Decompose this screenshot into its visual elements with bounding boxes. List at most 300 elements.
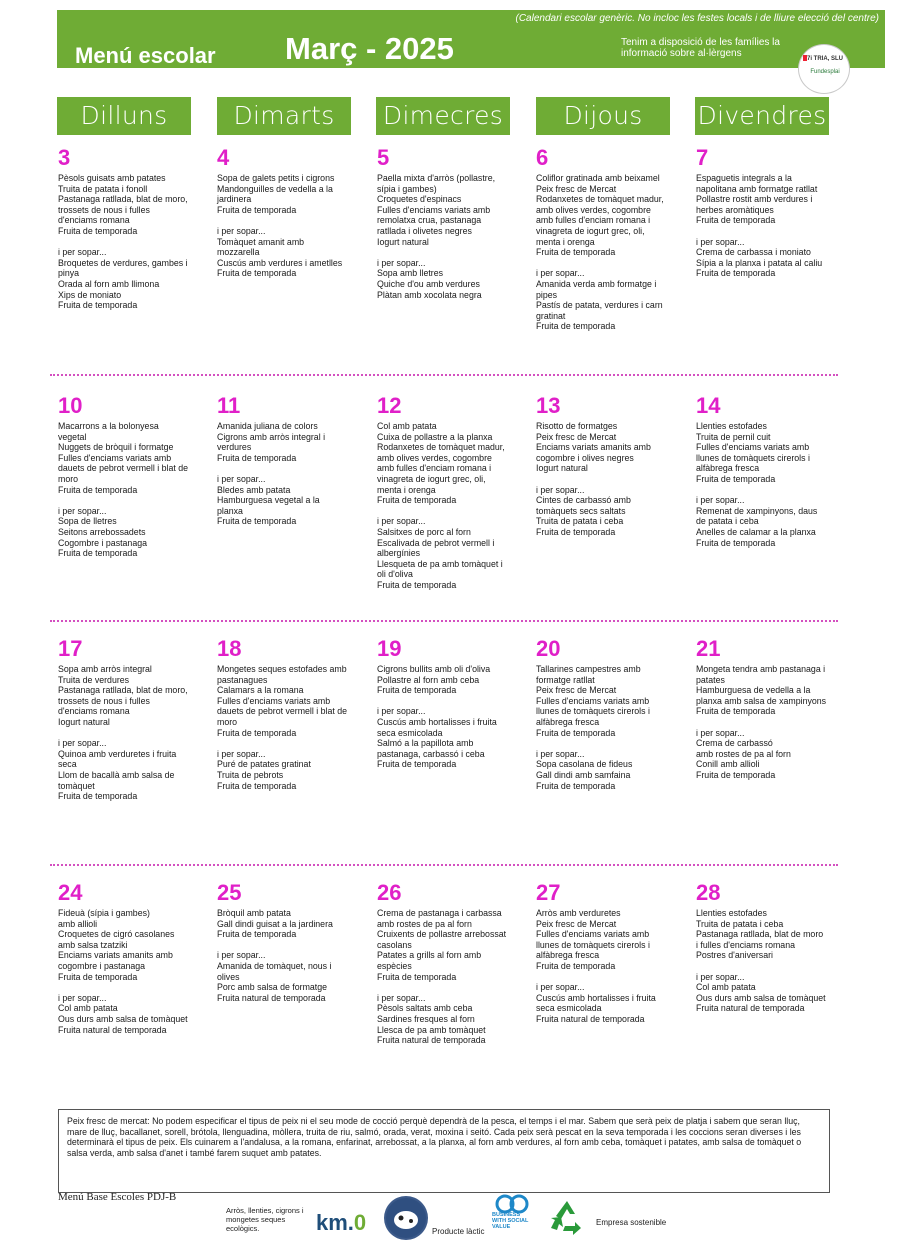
day-number: 25 [217, 880, 242, 905]
menu-line: pipes [536, 289, 558, 300]
menu-line: Fruita natural de temporada [58, 1024, 167, 1035]
day-menu-cell [377, 394, 527, 591]
day-menu-cell [217, 637, 367, 791]
km0-zero: 0 [353, 1210, 367, 1235]
menu-line: Amanida de tomàquet, nous i [217, 960, 332, 971]
km0-logo [316, 1210, 366, 1236]
menu-line: Fruita de temporada [536, 960, 616, 971]
menu-line: Peix fresc de Mercat [536, 431, 617, 442]
menu-line: Hamburguesa de vedella a la [696, 685, 811, 696]
menu-line: Fruita de temporada [217, 268, 297, 279]
menu-line: Fruita de temporada [217, 452, 297, 463]
menu-line [377, 247, 527, 258]
day-menu-cell [696, 881, 846, 1014]
menu-line: Bledes amb patata [217, 484, 291, 495]
menu-line: Fruita de temporada [217, 727, 297, 738]
menu-line: tomàquets secs saltats [536, 505, 626, 516]
menu-line: Pèsols guisats amb patates [58, 173, 166, 183]
menu-line: Fruita de temporada [217, 516, 297, 527]
day-menu-cell [536, 394, 686, 538]
day-number: 14 [696, 393, 721, 418]
menu-line: Enciams variats amanits amb [536, 442, 651, 453]
menu-title: Menú escolar [75, 43, 216, 68]
day-menu-cell [696, 146, 846, 279]
menu-line: i per sopar... [696, 971, 745, 982]
menu-line: vinagreta de iogurt grec, oli, [377, 473, 486, 484]
business-social-value-text: BUSINESS WITH SOCIAL VALUE [492, 1212, 529, 1230]
menu-line: Nuggets de bròquil i formatge [58, 442, 174, 453]
day-number: 10 [58, 393, 83, 418]
menu-line: Fruita de temporada [58, 971, 138, 982]
menu-line: Mandonguilles de vedella a la [217, 183, 333, 194]
menu-line: Croquetes d'espinacs [377, 194, 462, 205]
menu-line: Macarrons a la bolonyesa [58, 421, 159, 431]
menu-line: Fruita de temporada [696, 268, 776, 279]
menu-line: Fruita de temporada [536, 526, 616, 537]
menu-line: Llesca de pa amb tomàquet [377, 1024, 486, 1035]
day-menu-cell [377, 881, 527, 1046]
day-header-dilluns: Dilluns [57, 97, 191, 135]
menu-line: moro [217, 716, 238, 727]
menu-line: i fulles d'enciams romana [696, 939, 795, 950]
menu-line: remolatxa crua, pastanaga [377, 215, 482, 226]
menu-line: Pastís de patata, verdures i carn [536, 300, 663, 311]
menu-line: Truita de patata i fonoll [58, 183, 148, 194]
menu-line: i per sopar... [536, 748, 585, 759]
menu-line [217, 738, 367, 749]
menu-line: Amanida juliana de colors [217, 421, 318, 431]
day-menu-cell [58, 881, 208, 1035]
menu-line: pastanagues [217, 674, 268, 685]
menu-line: Postres d'aniversari [696, 950, 773, 961]
menu-line: i per sopar... [696, 495, 745, 506]
menu-line: Cuscús amb verdures i ametlles [217, 257, 343, 268]
menu-line: Escalivada de pebrot vermell i [377, 537, 495, 548]
menu-line: Gall dindi guisat a la jardinera [217, 918, 333, 929]
menu-line: Col amb patata [696, 982, 756, 993]
menu-line: Bròquil amb patata [217, 908, 291, 918]
menu-line [536, 972, 686, 983]
menu-line: Paella mixta d'arròs (pollastre, [377, 173, 496, 183]
menu-line [58, 237, 208, 248]
menu-line: Rodanxetes de tomàquet madur, [377, 442, 505, 453]
day-number: 6 [536, 145, 549, 170]
day-number: 3 [58, 145, 71, 170]
menu-line: alfàbrega fresca [696, 463, 760, 474]
menu-line: Fulles d'enciams variats amb [536, 695, 650, 706]
menu-line [58, 728, 208, 739]
menu-line: Fruita de temporada [58, 484, 138, 495]
day-number: 17 [58, 636, 83, 661]
menu-line: Llesqueta de pa amb tomàquet i [377, 558, 503, 569]
menu-line: vegetal [58, 431, 87, 442]
menu-line [696, 961, 846, 972]
menu-line: Fruita de temporada [58, 300, 138, 311]
day-number: 18 [217, 636, 242, 661]
menu-line [217, 215, 367, 226]
menu-line: Risotto de formatges [536, 421, 618, 431]
menu-line: Iogurt natural [58, 716, 110, 727]
day-menu-cell [58, 146, 208, 311]
menu-line: Fruita natural de temporada [377, 1035, 486, 1046]
menu-line: moro [58, 473, 79, 484]
day-menu-cell [217, 394, 367, 527]
menu-line: Pastanaga ratllada, blat de moro, [58, 685, 188, 696]
menu-line: albergínies [377, 548, 421, 559]
day-menu-cell [536, 881, 686, 1025]
menu-line: Anelles de calamar a la planxa [696, 526, 816, 537]
menu-line: Fulles d'enciams variats amb [217, 695, 331, 706]
menu-line: Rodanxetes de tomàquet madur, [536, 194, 664, 205]
menu-line: amb rostes de pa al forn [377, 918, 472, 929]
menu-line: alfàbrega fresca [536, 716, 600, 727]
menu-line: Ous durs amb salsa de tomàquet [696, 992, 826, 1003]
menu-line: llunes de tomàquets cirerols i [536, 939, 650, 950]
menu-line: Pastanaga ratllada, blat de moro [696, 929, 824, 940]
menu-line: espècies [377, 960, 412, 971]
menu-line: i per sopar... [58, 738, 107, 749]
day-menu-cell [217, 146, 367, 279]
menu-line: Fruita de temporada [377, 579, 457, 590]
recycle-icon [545, 1198, 589, 1238]
day-number: 21 [696, 636, 721, 661]
menu-line: i per sopar... [217, 748, 266, 759]
menu-line: Fruita de temporada [377, 685, 457, 696]
menu-line [536, 738, 686, 749]
menu-line: casolans [377, 939, 412, 950]
menu-line: oli d'oliva [377, 569, 413, 580]
menu-line: jardinera [217, 194, 252, 205]
day-header-dimecres: Dimecres [376, 97, 510, 135]
menu-line: Fruita de temporada [536, 247, 616, 258]
day-number: 24 [58, 880, 83, 905]
menu-line: planxa amb salsa de xampinyons [696, 695, 827, 706]
menu-line: Fruita natural de temporada [536, 1013, 645, 1024]
day-number: 11 [217, 393, 241, 418]
menu-line [217, 463, 367, 474]
menu-line: pinya [58, 268, 80, 279]
menu-line [217, 940, 367, 951]
menu-line: Fruita de temporada [536, 727, 616, 738]
company-logo [798, 44, 850, 94]
menu-line: d'enciams romana [58, 706, 130, 717]
menu-line: Cuscús amb hortalisses i fruita [377, 716, 497, 727]
day-number: 5 [377, 145, 390, 170]
menu-line: Arròs amb verduretes [536, 908, 621, 918]
menu-line: Fruita de temporada [536, 780, 616, 791]
menu-line: Crema de pastanaga i carbassa [377, 908, 502, 918]
menu-line: Truita de pebrots [217, 769, 284, 780]
menu-line: Llom de bacallà amb salsa de [58, 769, 175, 780]
menu-line: amb allioli [58, 918, 98, 929]
sustainable-company-text: Empresa sostenible [596, 1218, 667, 1227]
menu-line: trossets de nous i fulles [58, 204, 150, 215]
day-menu-cell [217, 881, 367, 1003]
menu-line: dauets de pebrot vermell i blat de [217, 706, 348, 717]
menu-line: Conill amb allioli [696, 759, 760, 770]
day-menu-cell [536, 637, 686, 791]
menu-line: Fruita de temporada [217, 780, 297, 791]
day-number: 7 [696, 145, 709, 170]
menu-line: i per sopar... [696, 727, 745, 738]
menu-line: Truita de verdures [58, 674, 130, 685]
menu-line: Fruita de temporada [377, 495, 457, 506]
menu-line: tomàquet [58, 780, 95, 791]
menu-line: Fruita de temporada [377, 759, 457, 770]
menu-line: Fruita de temporada [696, 473, 776, 484]
week-separator [50, 374, 838, 376]
menu-line: cogombre i olives negres [536, 452, 634, 463]
menu-line: Coliflor gratinada amb beixamel [536, 173, 660, 183]
day-menu-cell [696, 637, 846, 781]
menu-line: amb fulles d'enciam romana i [536, 215, 651, 226]
menu-line: Espaguetis integrals a la [696, 173, 792, 183]
menu-line: cogombre i pastanaga [58, 960, 146, 971]
menu-line: dauets de pebrot vermell i blat de [58, 463, 189, 474]
menu-line: amb olives verdes, cogombre [377, 452, 492, 463]
menu-line: Fulles d'enciams variats amb [696, 442, 810, 453]
menu-line: pastanaga, carbassó i ceba [377, 748, 485, 759]
menu-line: Peix fresc de Mercat [536, 183, 617, 194]
menu-line: i per sopar... [536, 982, 585, 993]
menu-line: Sopa amb arròs integral [58, 664, 152, 674]
logo-line-1: 7i TRIA, SLU [806, 56, 843, 62]
menu-line: Xips de moniato [58, 289, 122, 300]
menu-line: Fruita de temporada [536, 321, 616, 332]
menu-line: Llenties estofades [696, 908, 767, 918]
day-header-dimarts: Dimarts [217, 97, 351, 135]
menu-line: Fruita de temporada [217, 204, 297, 215]
menu-line: i per sopar... [58, 247, 107, 258]
month-title: Març - 2025 [285, 31, 454, 66]
logo-line-2: Fundesplai [810, 69, 840, 75]
menu-line: Cintes de carbassó amb [536, 495, 631, 506]
menu-line: Sopa casolana de fideus [536, 759, 633, 770]
day-number: 13 [536, 393, 561, 418]
menu-line: Sopa de galets petits i cigrons [217, 173, 335, 183]
menu-line: amb rostes de pa al forn [696, 748, 791, 759]
menu-line: Iogurt natural [377, 236, 429, 247]
menu-line: i per sopar... [217, 225, 266, 236]
menu-line: Fulles d'enciams variats amb [377, 204, 491, 215]
menu-line: Sopa amb lletres [377, 268, 444, 279]
menu-line: llunes de tomàquets cirerols i [696, 452, 810, 463]
menu-base-label: Menú Base Escoles PDJ-B [58, 1191, 177, 1203]
menu-line: menta i orenga [536, 236, 595, 247]
menu-line: i per sopar... [377, 992, 426, 1003]
day-menu-cell [696, 394, 846, 548]
menu-line: Fruita de temporada [217, 929, 297, 940]
menu-line: patates [696, 674, 725, 685]
menu-line: Sípia a la planxa i patata al caliu [696, 257, 823, 268]
menu-line: Amanida verda amb formatge i [536, 278, 657, 289]
menu-line: Cuscús amb hortalisses i fruita [536, 992, 656, 1003]
menu-line: Fruita de temporada [696, 537, 776, 548]
menu-line: Pollastre rostit amb verdures i [696, 194, 813, 205]
menu-line: Col amb patata [58, 1003, 118, 1014]
menu-line: Orada al forn amb llimona [58, 278, 160, 289]
menu-line: ratllada i olivetes negres [377, 225, 472, 236]
menu-line: menta i orenga [377, 484, 436, 495]
menu-line: amb salsa tzatziki [58, 939, 128, 950]
menu-line: i per sopar... [377, 516, 426, 527]
menu-line: Pollastre al forn amb ceba [377, 674, 480, 685]
menu-line: Iogurt natural [536, 463, 588, 474]
menu-line: napolitana amb formatge ratllat [696, 183, 818, 194]
menu-line: Cigrons bullits amb oli d'oliva [377, 664, 491, 674]
menu-line: Calamars a la romana [217, 685, 304, 696]
menu-line: i per sopar... [377, 706, 426, 717]
header-banner [57, 10, 885, 68]
menu-line: Porc amb salsa de formatge [217, 982, 328, 993]
menu-line [377, 696, 527, 707]
menu-line: seca esmicolada [536, 1003, 602, 1014]
menu-line: i per sopar... [217, 473, 266, 484]
menu-line: Hamburguesa vegetal a la [217, 495, 320, 506]
menu-line: Peix fresc de Mercat [536, 685, 617, 696]
km0-text: km. [316, 1210, 354, 1235]
menu-line: i per sopar... [536, 484, 585, 495]
menu-line: i per sopar... [536, 268, 585, 279]
menu-line: formatge ratllat [536, 674, 595, 685]
menu-line: Pastanaga ratllada, blat de moro, [58, 194, 188, 205]
allergen-info: Tenim a disposició de les famílies la informació sobre al·lèrgens [621, 37, 780, 59]
day-number: 12 [377, 393, 402, 418]
menu-line: d'enciams romana [58, 215, 130, 226]
menu-line: Crema de carbassó [696, 738, 773, 749]
menu-line: Cuixa de pollastre a la planxa [377, 431, 493, 442]
day-number: 27 [536, 880, 561, 905]
menu-line: Fruita de temporada [58, 791, 138, 802]
menu-line: seca esmicolada [377, 727, 443, 738]
menu-line: Cogombre i pastanaga [58, 537, 148, 548]
menu-line: Plàtan amb xocolata negra [377, 289, 482, 300]
day-number: 26 [377, 880, 402, 905]
menu-line: Truita de patata i ceba [536, 516, 624, 527]
menu-line: Cruixents de pollastre arrebossat [377, 929, 507, 940]
menu-line: trossets de nous i fulles [58, 695, 150, 706]
dairy-logo-icon [384, 1196, 428, 1240]
menu-line: Salmó a la papillota amb [377, 738, 474, 749]
menu-line: seca [58, 759, 77, 770]
menu-line [377, 506, 527, 517]
menu-line: Llenties estofades [696, 421, 767, 431]
menu-line: i per sopar... [377, 257, 426, 268]
menu-line: i per sopar... [696, 236, 745, 247]
week-separator [50, 864, 838, 866]
week-separator [50, 620, 838, 622]
menu-line: sípia i gambes) [377, 183, 437, 194]
menu-line: Col amb patata [377, 421, 437, 431]
menu-line: Fulles d'enciams variats amb [536, 929, 650, 940]
day-number: 19 [377, 636, 402, 661]
day-menu-cell [58, 637, 208, 802]
menu-line: Fruita natural de temporada [217, 992, 326, 1003]
menu-line [536, 474, 686, 485]
menu-line: Seitons arrebossadets [58, 526, 146, 537]
menu-line: Puré de patates gratinat [217, 759, 311, 770]
fish-footnote: Peix fresc de mercat: No podem especificar el tipus de peix ni el seu mode de cocció perquè dependrà de la pesca, el temps i el mar. Sabem que serà peix de platja i sabem que seran lluç, mare de lluç, bacallanet, sorell, brótola, llenguadina, mòllera, truita de riu, salmó, orada, verat, moxina i seitó. Cada peix serà pescat en la seva temporada i les coccions seran diverses i les determinarà el tipus de peix. Els cuinarem a l'andalusa, a la romana, enfarinat, arrebossat, a la planxa, al forn amb verdures, al forn amb ceba, tomàquet i patates, amb salsa de tomàquet o salsa verda, amb salsa d'anet i també farem suquet amb patates. [58, 1109, 830, 1193]
menu-line: Cigrons amb arròs integral i [217, 431, 326, 442]
menu-line: Fruita natural de temporada [696, 1003, 805, 1014]
day-menu-cell [58, 394, 208, 559]
menu-line [696, 717, 846, 728]
menu-line: Truita de patata i ceba [696, 918, 784, 929]
menu-line: Fruita de temporada [58, 548, 138, 559]
menu-line: Salsitxes de porc al forn [377, 526, 471, 537]
menu-line [536, 258, 686, 269]
day-menu-cell [377, 637, 527, 770]
menu-line: mozzarella [217, 247, 260, 258]
day-menu-cell [536, 146, 686, 332]
menu-line: Ous durs amb salsa de tomàquet [58, 1013, 188, 1024]
menu-line: Tomàquet amanit amb [217, 236, 305, 247]
menu-line [377, 982, 527, 993]
menu-line: Quinoa amb verduretes i fruita [58, 748, 177, 759]
calendar-note: (Calendari escolar genèric. No incloc les festes locals i de lliure elecció del centre) [515, 13, 879, 24]
menu-line: Fruita de temporada [377, 971, 457, 982]
day-number: 20 [536, 636, 561, 661]
menu-line: herbes aromàtiques [696, 204, 774, 215]
menu-line: Remenat de xampinyons, daus [696, 505, 818, 516]
day-number: 28 [696, 880, 721, 905]
dairy-text: Producte làctic [432, 1227, 485, 1236]
menu-line: amb fulles d'enciam romana i [377, 463, 492, 474]
eco-legumes-text: Arròs, llenties, cigrons i mongetes seques ecològics. [226, 1206, 304, 1233]
menu-line: Fruita de temporada [696, 215, 776, 226]
menu-line [696, 485, 846, 496]
day-menu-cell [377, 146, 527, 300]
menu-line [58, 495, 208, 506]
day-header-dijous: Dijous [536, 97, 670, 135]
menu-line: Tallarines campestres amb [536, 664, 641, 674]
menu-line [696, 226, 846, 237]
menu-line: Truita de pernil cuit [696, 431, 771, 442]
menu-line: Fideuà (sípia i gambes) [58, 908, 150, 918]
menu-line: Peix fresc de Mercat [536, 918, 617, 929]
menu-line [58, 982, 208, 993]
menu-line: vinagreta de iogurt grec, oli, [536, 225, 645, 236]
menu-line: alfàbrega fresca [536, 950, 600, 961]
menu-line: verdures [217, 442, 252, 453]
menu-line: Pèsols saltats amb ceba [377, 1003, 473, 1014]
day-header-divendres: Divendres [695, 97, 829, 135]
menu-line: Fruita de temporada [696, 706, 776, 717]
menu-line: Gall dindi amb samfaina [536, 769, 631, 780]
menu-line: Enciams variats amanits amb [58, 950, 173, 961]
menu-line: Fulles d'enciams variats amb [58, 452, 172, 463]
menu-line: de patata i ceba [696, 516, 759, 527]
menu-line: Sopa de lletres [58, 516, 117, 527]
menu-line: Patates a grills al forn amb [377, 950, 482, 961]
menu-line: amb olives verdes, cogombre [536, 204, 651, 215]
menu-line: Fruita de temporada [58, 225, 138, 236]
menu-line: Mongetes seques estofades amb [217, 664, 347, 674]
menu-line: llunes de tomàquets cirerols i [536, 706, 650, 717]
menu-line: i per sopar... [58, 992, 107, 1003]
menu-line: Sardines fresques al forn [377, 1013, 475, 1024]
menu-line: olives [217, 971, 240, 982]
menu-line: Crema de carbassa i moniato [696, 247, 811, 258]
day-number: 4 [217, 145, 230, 170]
menu-line: planxa [217, 505, 243, 516]
menu-line: i per sopar... [58, 505, 107, 516]
menu-line: i per sopar... [217, 950, 266, 961]
menu-line: Broquetes de verdures, gambes i [58, 257, 188, 268]
menu-line: gratinat [536, 310, 566, 321]
menu-line: Fruita de temporada [696, 769, 776, 780]
menu-line: Croquetes de cigró casolanes [58, 929, 175, 940]
